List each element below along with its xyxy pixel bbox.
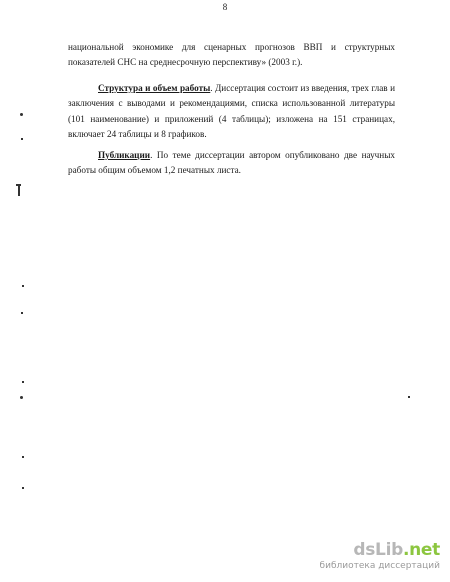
publications-paragraph — [68, 148, 395, 179]
scan-artifact — [22, 381, 24, 383]
watermark-subtitle: библиотека диссертаций — [319, 561, 440, 571]
scan-artifact — [22, 285, 24, 287]
scan-artifact — [408, 396, 410, 398]
dslib-watermark — [319, 540, 440, 574]
watermark-logo-tld: .net — [402, 540, 440, 560]
page-number: 8 — [222, 2, 228, 12]
continuation-paragraph — [68, 40, 395, 71]
watermark-logo — [353, 540, 440, 560]
structure-heading: Структура и объем работы — [98, 83, 211, 93]
scan-artifact — [21, 138, 23, 140]
scan-artifact — [20, 396, 23, 399]
scan-artifact — [22, 487, 24, 489]
continuation-text: национальной экономике для сценарных прогнозов ВВП и структурных показателей СНС на среднесрочную перспективу» (2003 г.). — [68, 42, 395, 68]
scan-artifact — [22, 456, 24, 458]
structure-body: . Диссертация состоит из введения, трех глав и заключения с выводами и рекомендациями, списка использованной литературы (101 наименование) и приложений (4 таблицы); изложена на 151 страницах, включает 24 таблицы и 8 графиков. — [68, 83, 395, 140]
scan-artifact — [20, 113, 23, 116]
structure-text-line — [68, 81, 395, 143]
publications-text-line — [68, 148, 395, 179]
publications-heading: Публикации — [98, 150, 151, 160]
scan-artifact — [21, 312, 23, 314]
scan-artifact — [16, 184, 21, 186]
watermark-logo-main: dsLib — [353, 540, 403, 560]
structure-paragraph — [68, 81, 395, 143]
publications-body: . По теме диссертации автором опубликовано две научных работы общим объемом 1,2 печатных листа. — [68, 150, 395, 176]
